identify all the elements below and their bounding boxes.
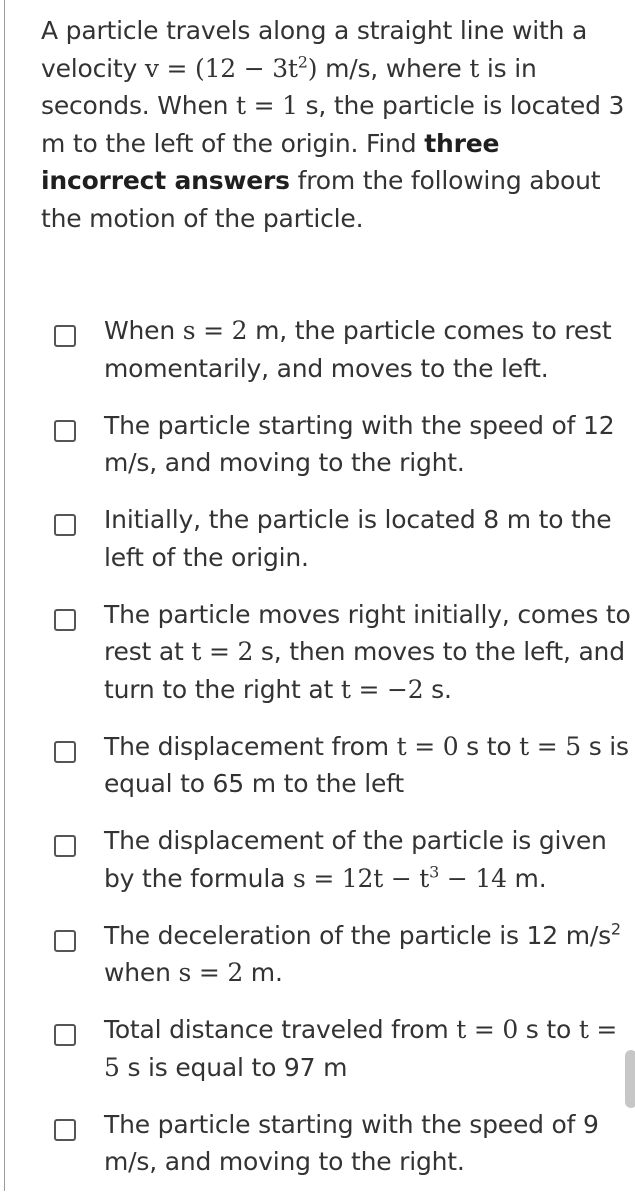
option-9[interactable] <box>54 1106 634 1181</box>
option-label: When s = 2 m, the particle comes to rest momentarily, and moves to the left. <box>104 316 612 383</box>
velocity-exponent: 2 <box>297 52 308 72</box>
time-equation: t = 1 <box>236 91 298 120</box>
checkbox[interactable] <box>54 609 76 631</box>
velocity-formula <box>145 54 317 83</box>
checkbox[interactable] <box>54 420 76 442</box>
option-1[interactable] <box>54 312 634 387</box>
velocity-close: ) <box>307 53 318 83</box>
scrollbar-thumb[interactable] <box>625 1050 635 1108</box>
emphasis-text: three incorrect answers <box>41 128 500 195</box>
option-label: Initially, the particle is located 8 m to the left of the origin. <box>104 505 612 572</box>
option-2[interactable] <box>54 407 634 482</box>
option-5[interactable] <box>54 728 634 803</box>
question-part: A particle travels along a straight line with a velocity <box>41 16 588 83</box>
option-label: The particle starting with the speed of 12 m/s, and moving to the right. <box>104 410 615 477</box>
option-3[interactable] <box>54 501 634 576</box>
checkbox[interactable] <box>54 325 76 347</box>
checkbox[interactable] <box>54 1119 76 1141</box>
option-4[interactable] <box>54 596 634 709</box>
checkbox[interactable] <box>54 514 76 536</box>
option-label: The displacement from t = 0 s to t = 5 s is equal to 65 m to the left <box>104 731 629 798</box>
option-label: The deceleration of the particle is 12 $m/s^2$ when s = 2 m. <box>104 919 621 987</box>
checkbox[interactable] <box>54 930 76 952</box>
option-label: The particle moves right initially, comes to rest at t = 2 s, then moves to the left, and turn to the right at t = −2 s. <box>104 599 631 704</box>
question-part: m/s, where <box>317 53 470 83</box>
question-part: is in seconds. When <box>41 53 537 120</box>
option-label: Total distance traveled from t = 0 s to t = 5 s is equal to 97 m <box>104 1015 618 1082</box>
answer-options <box>54 312 634 1200</box>
checkbox[interactable] <box>54 741 76 763</box>
checkbox[interactable] <box>54 1024 76 1046</box>
question-text <box>41 12 626 237</box>
checkbox[interactable] <box>54 835 76 857</box>
option-7[interactable] <box>54 917 634 992</box>
question-part: from the following about the motion of the particle. <box>41 166 601 233</box>
question-part: s, the particle is located 3 m to the left of the origin. Find <box>41 91 625 158</box>
velocity-expr: v = (12 − 3t <box>144 53 298 83</box>
option-6[interactable] <box>54 822 634 897</box>
option-label: The displacement of the particle is given by the formula $s = 12t - t^3 - 14$ m. <box>104 826 607 893</box>
option-8[interactable] <box>54 1011 634 1086</box>
option-label: The particle starting with the speed of 9 m/s, and moving to the right. <box>104 1109 599 1176</box>
time-variable: t <box>469 53 480 83</box>
